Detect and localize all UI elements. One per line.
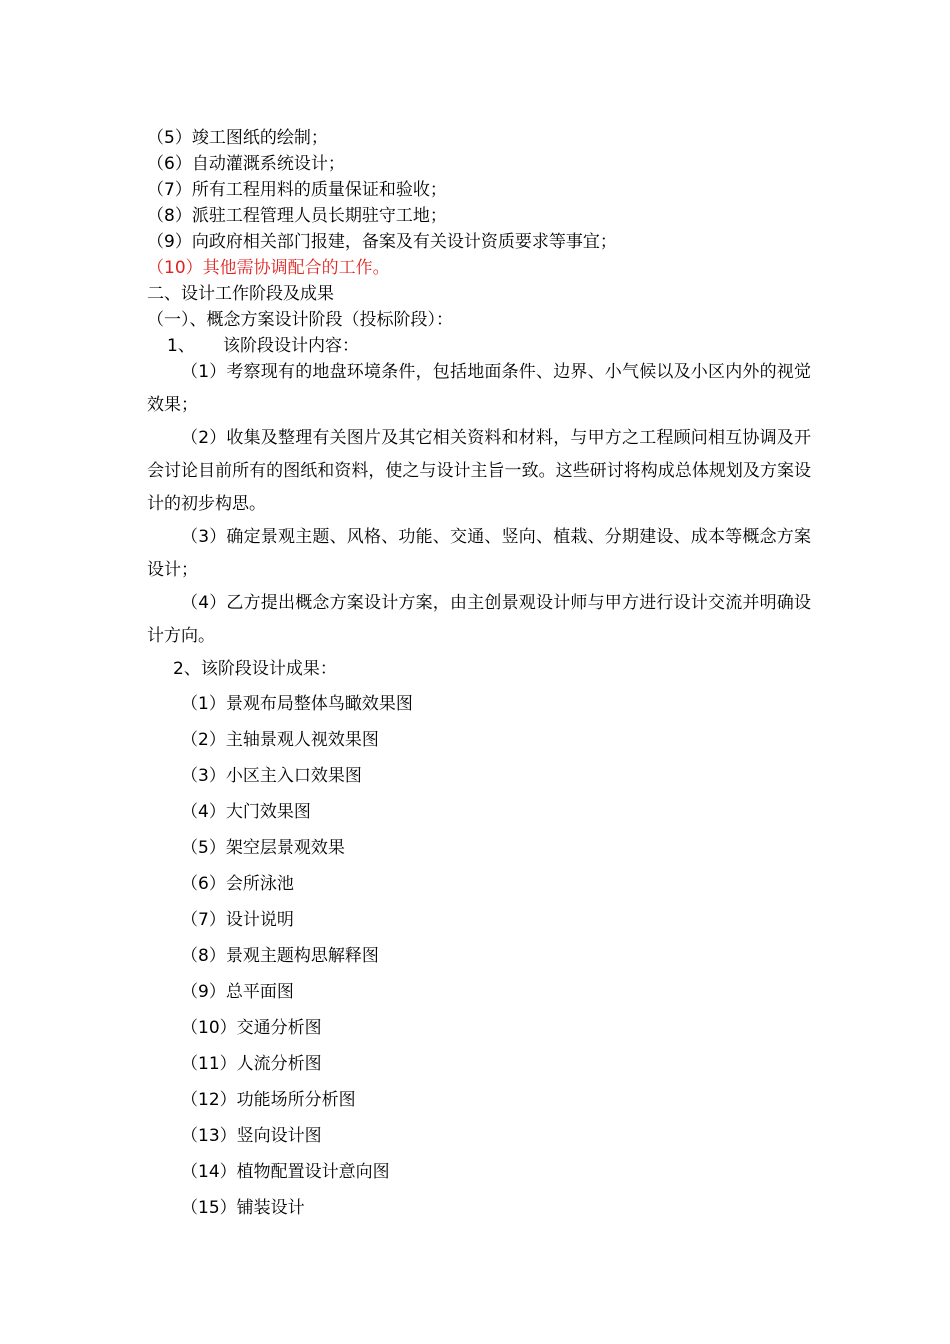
top-block xyxy=(147,125,827,359)
item-1-text: 该阶段设计内容： xyxy=(223,336,359,356)
paragraph-4: （4）乙方提出概念方案设计方案，由主创景观设计师与甲方进行设计交流并明确设计方向。 xyxy=(147,593,811,646)
list-item: （5）架空层景观效果 xyxy=(181,838,345,858)
list-item: （9）总平面图 xyxy=(181,982,294,1002)
list-line-6: （6）自动灌溉系统设计； xyxy=(147,154,345,174)
item-1-number: 1、 xyxy=(167,336,195,356)
list-item: （6）会所泳池 xyxy=(181,874,294,894)
list-line-5: （5）竣工图纸的绘制； xyxy=(147,128,328,148)
paragraph-1: （1）考察现有的地盘环境条件，包括地面条件、边界、小气候以及小区内外的视觉效果； xyxy=(147,362,811,415)
list-item: （7）设计说明 xyxy=(181,910,294,930)
subsection-title: （一）、概念方案设计阶段（投标阶段）： xyxy=(147,310,453,330)
list-item: （15）铺装设计 xyxy=(181,1198,305,1218)
list-item: （2）主轴景观人视效果图 xyxy=(181,730,379,750)
list-line-7: （7）所有工程用料的质量保证和验收； xyxy=(147,180,447,200)
list-line-8: （8）派驻工程管理人员长期驻守工地； xyxy=(147,206,447,226)
section-title: 二、设计工作阶段及成果 xyxy=(147,284,334,304)
list-item: （8）景观主题构思解释图 xyxy=(181,946,379,966)
list-item: （14）植物配置设计意向图 xyxy=(181,1162,390,1182)
item-2-heading: 2、该阶段设计成果： xyxy=(173,659,337,679)
results-list xyxy=(181,686,781,1226)
list-item: （4）大门效果图 xyxy=(181,802,311,822)
list-item: （3）小区主入口效果图 xyxy=(181,766,362,786)
list-item: （1）景观布局整体鸟瞰效果图 xyxy=(181,694,413,714)
list-item: （10）交通分析图 xyxy=(181,1018,322,1038)
paragraph-2: （2）收集及整理有关图片及其它相关资料和材料，与甲方之工程顾问相互协调及开会讨论目前所有的图纸和资料，使之与设计主旨一致。这些研讨将构成总体规划及方案设计的初步构思。 xyxy=(147,428,811,514)
list-line-9: （9）向政府相关部门报建，备案及有关设计资质要求等事宜； xyxy=(147,232,617,252)
paragraph-3: （3）确定景观主题、风格、功能、交通、竖向、植栽、分期建设、成本等概念方案设计； xyxy=(147,527,811,580)
list-line-10-highlighted: （10）其他需协调配合的工作。 xyxy=(147,258,390,278)
list-item: （13）竖向设计图 xyxy=(181,1126,322,1146)
list-item: （12）功能场所分析图 xyxy=(181,1090,356,1110)
content-paragraphs xyxy=(147,356,811,653)
list-item: （11）人流分析图 xyxy=(181,1054,322,1074)
